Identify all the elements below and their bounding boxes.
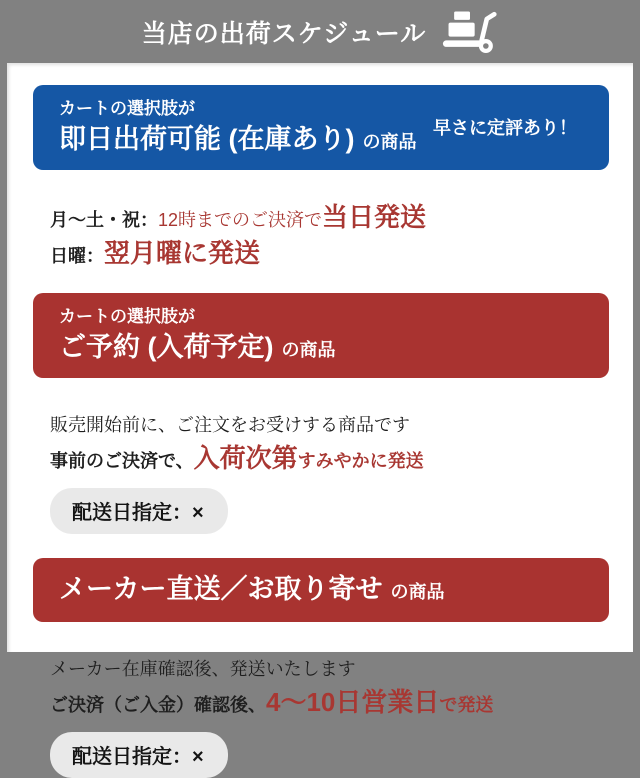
banner-direct-shipping <box>33 558 609 622</box>
page-header <box>0 0 640 63</box>
weekday-condition: 12時までのご決済で <box>158 210 323 230</box>
sunday-label: 日曜： <box>50 246 104 266</box>
sunday-result: 翌月曜に発送 <box>104 238 261 268</box>
banner-immediate-shipping <box>33 85 609 170</box>
direct-condition-label: ご決済（ご入金）確認後、 <box>50 695 266 715</box>
banner-immediate-suffix: の商品 <box>362 132 417 152</box>
direct-shipping-details <box>33 638 609 722</box>
banner-preorder-title: ご予約 (入荷予定) <box>59 332 274 362</box>
banner-immediate-note: 早さに定評あり！ <box>433 117 577 138</box>
preorder-result-tail: すみやかに発送 <box>297 451 424 471</box>
preorder-description-line: 販売開始前に、ご注文をお受けする商品です <box>50 415 410 435</box>
direct-description-line: メーカー在庫確認後、発送いたします <box>50 659 356 679</box>
immediate-shipping-details <box>33 186 609 279</box>
preorder-result-em: 入荷次第 <box>193 443 298 473</box>
preorder-details <box>33 394 609 478</box>
banner-preorder <box>33 293 609 378</box>
direct-shipping-line <box>50 686 609 722</box>
banner-immediate-pre-label: カートの選択肢が <box>59 99 195 118</box>
preorder-shipping-line <box>50 442 609 478</box>
weekday-result: 当日発送 <box>322 202 427 232</box>
banner-direct-title: メーカー直送／お取り寄せ <box>59 574 383 604</box>
hand-truck-icon <box>442 10 498 54</box>
banner-direct-suffix: の商品 <box>390 582 445 602</box>
preorder-condition-label: 事前のご決済で、 <box>50 451 194 471</box>
content-panel <box>7 63 633 768</box>
direct-delivery-date-badge: 配送日指定：× <box>50 732 228 778</box>
page-title: 当店の出荷スケジュール <box>141 19 427 48</box>
immediate-sunday-line <box>50 237 609 273</box>
banner-immediate-title: 即日出荷可能 (在庫あり) <box>59 124 355 154</box>
direct-result-em: 4〜10日営業日 <box>266 687 440 717</box>
direct-result-tail: で発送 <box>439 695 494 715</box>
preorder-delivery-date-badge: 配送日指定：× <box>50 488 228 534</box>
banner-immediate-text <box>59 96 416 157</box>
immediate-weekday-line <box>50 201 609 237</box>
weekday-label: 月〜土・祝： <box>50 210 158 230</box>
banner-preorder-suffix: の商品 <box>281 340 336 360</box>
banner-preorder-pre-label: カートの選択肢が <box>59 307 195 326</box>
